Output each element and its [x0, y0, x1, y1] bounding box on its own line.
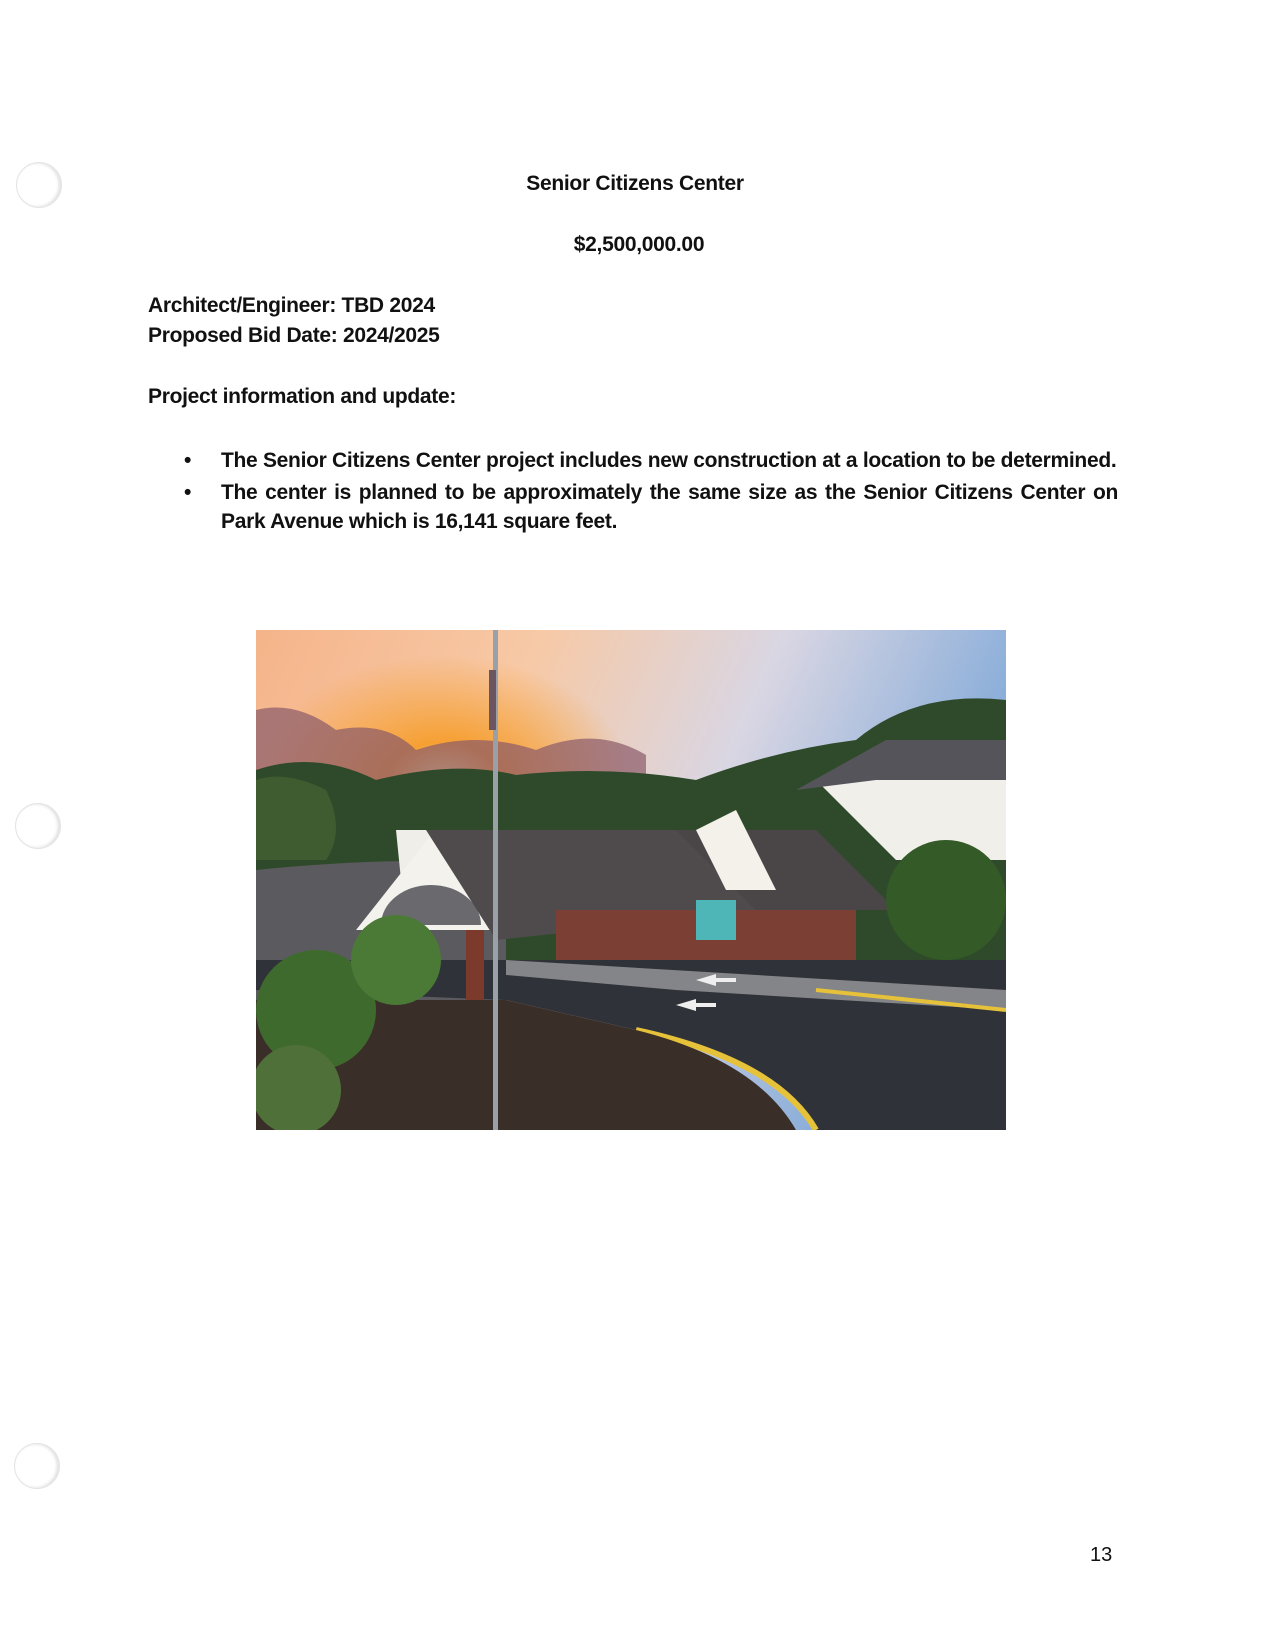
list-item [148, 446, 1118, 475]
architect-engineer: Architect/Engineer: TBD 2024 [148, 294, 435, 317]
proposed-bid-date: Proposed Bid Date: 2024/2025 [148, 324, 440, 347]
project-amount: $2,500,000.00 [573, 233, 705, 256]
section-heading: Project information and update: [148, 385, 457, 408]
punch-hole [14, 1443, 60, 1489]
list-item [148, 478, 1118, 536]
bullet-icon: • [184, 449, 192, 472]
bullet-text: The center is planned to be approximately the same size as the Senior Citizens Center on Park Avenue which is 16,141 square feet. [221, 481, 1118, 533]
senior-center-photo [256, 630, 1006, 1130]
page-number: 13 [1090, 1544, 1113, 1566]
bullet-text: The Senior Citizens Center project includes new construction at a location to be determined. [221, 449, 1117, 472]
punch-hole [15, 803, 61, 849]
bullet-icon: • [184, 481, 192, 504]
project-info-list [148, 446, 1118, 539]
page-title: Senior Citizens Center [526, 172, 744, 195]
